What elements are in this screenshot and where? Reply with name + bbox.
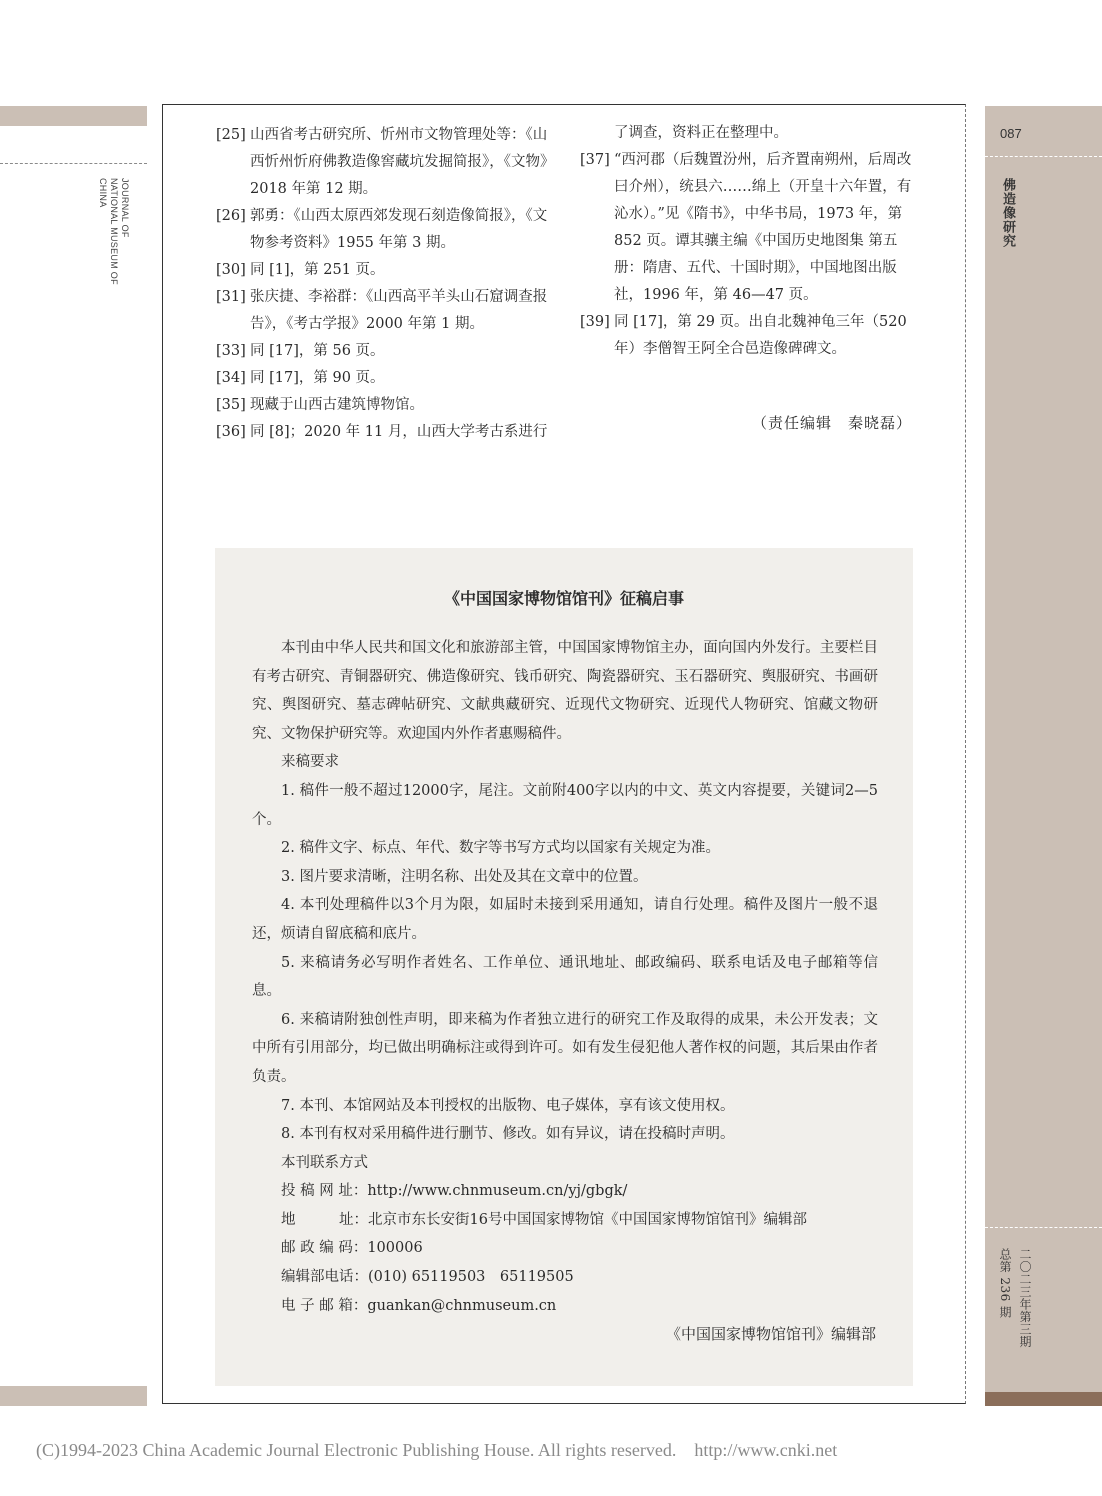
endnote-text: “西河郡（后魏置汾州，后齐置南朔州，后周改曰介州），统县六……绵上（开皇十六年置，有沁水）。”见《隋书》，中华书局，1973 年，第 852 页。谭其骧主编《中国历史地图集 第五册：隋唐、五代、十国时期》，中国地图出版社，1996 年，第 46—47 页。 — [614, 152, 912, 303]
cfp-contact-website: 投 稿 网 址：http://www.chnmuseum.cn/yj/gbgk/ — [281, 1183, 628, 1200]
cfp-requirement: 8. 本刊有权对采用稿件进行删节、修改。如有异议，请在投稿时声明。 — [281, 1126, 735, 1143]
cfp-intro: 本刊由中华人民共和国文化和旅游部主管，中国国家博物馆主办，面向国内外发行。主要栏目有考古研究、青铜器研究、佛造像研究、钱币研究、陶瓷器研究、玉石器研究、舆服研究、书画研究、舆图研究、墓志碑帖研究、文献典藏研究、近现代文物研究、近现代人物研究、馆藏文物研究、文物保护研究等。欢迎国内外作者惠赐稿件。 — [252, 640, 878, 742]
endnote-text: 郭勇：《山西太原西郊发现石刻造像简报》，《文物参考资料》1955 年第 3 期。 — [250, 208, 548, 251]
endnote-number: [31] — [216, 289, 246, 305]
cfp-contact-heading: 本刊联系方式 — [281, 1154, 368, 1171]
endnote — [216, 419, 552, 446]
journal-name: JOURNAL OF NATIONAL MUSEUM OF CHINA — [98, 178, 130, 285]
cfp-requirements-heading: 来稿要求 — [281, 754, 339, 771]
endnote — [216, 338, 552, 365]
cfp-requirement: 5. 来稿请务必写明作者姓名、工作单位、通讯地址、邮政编码、联系电话及电子邮箱等信息。 — [252, 954, 878, 1000]
section-title: 佛造像研究 — [1000, 178, 1015, 248]
cfp-requirement: 1. 稿件一般不超过12000字，尾注。文前附400字以内的中文、英文内容提要，关键词2—5个。 — [252, 782, 878, 828]
endnote — [216, 284, 552, 338]
issue-total: 总第 236 期 — [998, 1248, 1012, 1319]
endnote-number: [33] — [216, 343, 246, 359]
cfp-requirement: 6. 来稿请附独创性声明，即来稿为作者独立进行的研究工作及取得的成果，未公开发表；文中所有引用部分，均已做出明确标注或得到许可。如有发生侵犯他人著作权的问题，其后果由作者负责。 — [252, 1011, 878, 1085]
endnote-text: 了调查，资料正在整理中。 — [614, 125, 788, 141]
editor-credit: （责任编辑 秦晓磊） — [752, 414, 913, 432]
endnote-number: [35] — [216, 397, 246, 413]
cfp-contact-postcode: 邮 政 编 码：100006 — [281, 1240, 423, 1257]
endnote-text: 同 [17]，第 90 页。 — [250, 370, 385, 386]
cfp-contact-phone: 编辑部电话：(010) 65119503 65119505 — [281, 1269, 574, 1286]
endnote-text: 张庆捷、李裕群：《山西高平羊头山石窟调查报告》，《考古学报》2000 年第 1 期。 — [250, 289, 548, 332]
cfp-contact-address: 地 址：北京市东长安街16号中国国家博物馆《中国国家博物馆馆刊》编辑部 — [281, 1211, 807, 1228]
endnotes-right-column — [580, 120, 912, 363]
cfp-requirement: 3. 图片要求清晰，注明名称、出处及其在文章中的位置。 — [281, 868, 648, 885]
endnote-number: [30] — [216, 262, 246, 278]
endnote-text: 现藏于山西古建筑博物馆。 — [250, 397, 424, 413]
endnote-text: 山西省考古研究所、忻州市文物管理处等：《山西忻州忻府佛教造像窖藏坑发掘简报》，《文物》2018 年第 12 期。 — [250, 127, 548, 197]
endnote — [216, 392, 552, 419]
left-margin-bar-bottom — [0, 1386, 147, 1406]
cfp-requirement: 4. 本刊处理稿件以3个月为限，如届时未接到采用通知，请自行处理。稿件及图片一般不退还，烦请自留底稿和底片。 — [252, 897, 878, 942]
cfp-contact-email: 电 子 邮 箱：guankan@chnmuseum.cn — [281, 1297, 557, 1314]
endnote — [580, 309, 912, 363]
endnote-text: 同 [17]，第 29 页。出自北魏神龟三年（520 年）李僧智王阿全合邑造像碑碑文。 — [614, 314, 907, 357]
call-for-papers-body — [252, 634, 878, 1320]
right-sidebar — [985, 106, 1102, 1406]
endnote-continued — [580, 120, 912, 147]
issue-year: 二〇二三年第三期 — [1018, 1248, 1032, 1348]
cfp-requirement: 2. 稿件文字、标点、年代、数字等书写方式均以国家有关规定为准。 — [281, 840, 720, 857]
left-margin-bar-top — [0, 106, 147, 126]
endnote-number: [25] — [216, 127, 246, 143]
cfp-requirement: 7. 本刊、本馆网站及本刊授权的出版物、电子媒体，享有该文使用权。 — [281, 1097, 735, 1114]
endnote — [580, 147, 912, 309]
endnote-text: 同 [17]，第 56 页。 — [250, 343, 385, 359]
right-sidebar-bottom-bar — [985, 1392, 1102, 1406]
right-sidebar-divider-top — [985, 156, 1102, 157]
endnote-number: [39] — [580, 314, 610, 330]
endnotes-left-column — [216, 122, 552, 446]
endnote — [216, 365, 552, 392]
endnote-text: 同 [8]；2020 年 11 月，山西大学考古系进行 — [250, 424, 548, 440]
right-sidebar-divider-bottom — [985, 1227, 1102, 1228]
endnote-number: [34] — [216, 370, 246, 386]
endnote-number: [26] — [216, 208, 246, 224]
cfp-signature: 《中国国家博物馆馆刊》编辑部 — [665, 1325, 876, 1343]
endnote-text: 同 [1]，第 251 页。 — [250, 262, 385, 278]
endnote-number: [37] — [580, 152, 610, 168]
copyright-footer: (C)1994-2023 China Academic Journal Electronic Publishing House. All rights reserved. http://www.cnki.net — [36, 1440, 838, 1460]
call-for-papers-title: 《中国国家博物馆馆刊》征稿启事 — [443, 589, 684, 608]
endnote-number: [36] — [216, 424, 246, 440]
page-number: 087 — [1000, 126, 1022, 141]
endnote — [216, 122, 552, 203]
endnote — [216, 257, 552, 284]
left-margin-divider — [0, 163, 147, 164]
endnote — [216, 203, 552, 257]
